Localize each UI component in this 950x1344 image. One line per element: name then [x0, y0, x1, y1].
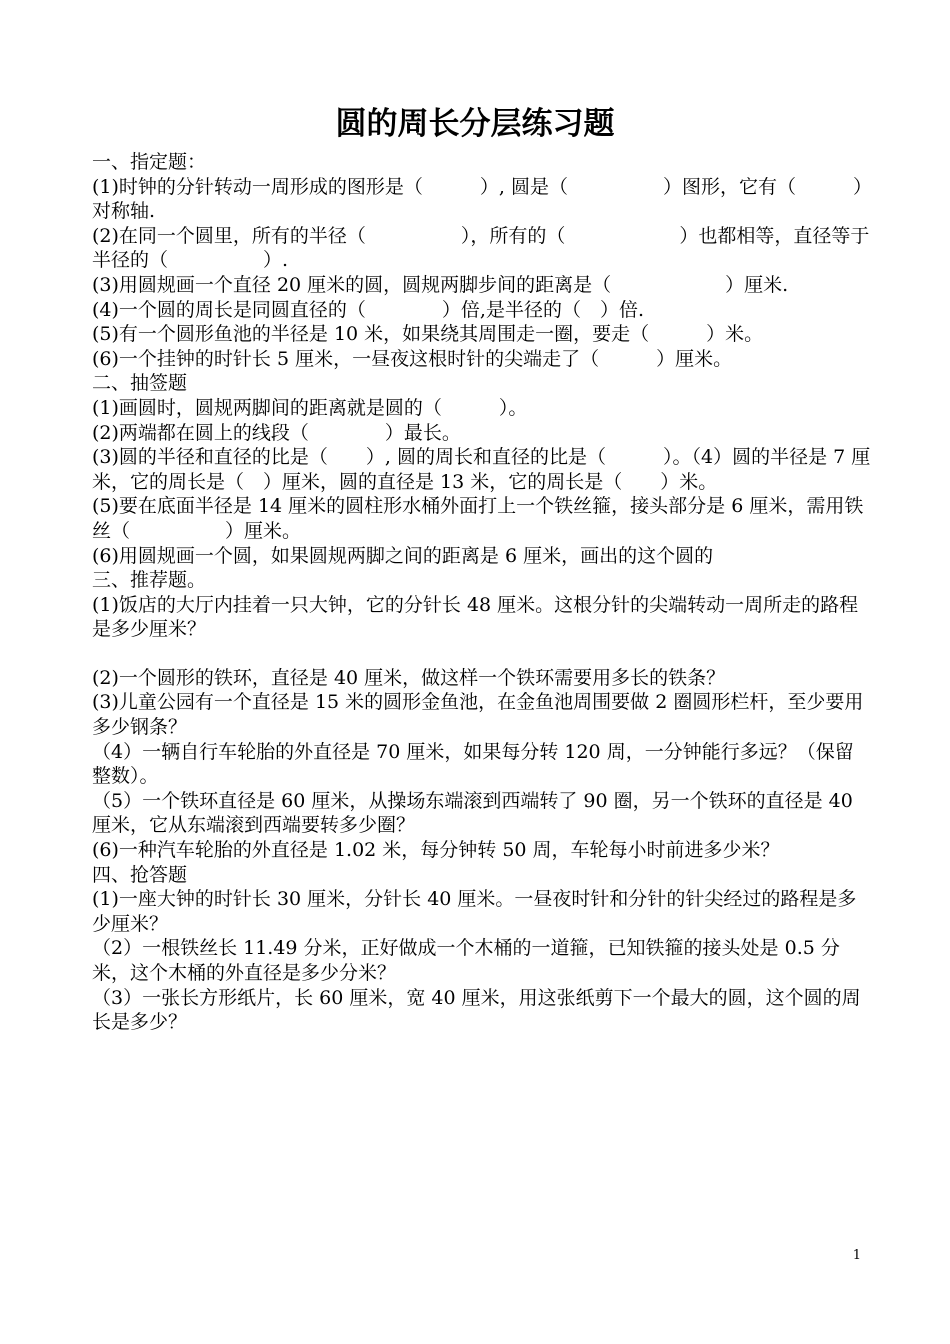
question-2-6: (6)用圆规画一个圆，如果圆规两脚之间的距离是 6 厘米，画出的这个圆的: [92, 544, 714, 567]
answer-space: [92, 642, 872, 666]
question-3-5: （5）一个铁环直径是 60 厘米，从操场东端滚到西端转了 90 圈，另一个铁环的直径是 40 厘米，它从东端滚到西端要转多少圈？: [92, 789, 853, 837]
question-4-2: （2）一根铁丝长 11.49 分米，正好做成一个木桶的一道箍，已知铁箍的接头处是 0.5 分米，这个木桶的外直径是多少分米？: [92, 937, 840, 984]
question-1-2: (2)在同一个圆里，所有的半径（ ），所有的（ ）也都相等，直径等于半径的（ ）.: [92, 224, 870, 272]
question-1-5: (5)有一个圆形鱼池的半径是 10 米，如果绕其周围走一圈，要走（ ）米。: [92, 323, 764, 346]
question-3-1: (1)饭店的大厅内挂着一只大钟，它的分针长 48 厘米。这根分针的尖端转动一周所走的路程是多少厘米？: [92, 593, 859, 641]
question-3-3: (3)儿童公园有一个直径是 15 米的圆形金鱼池，在金鱼池周围要做 2 圈圆形栏杆，至少要用多少钢条？: [92, 691, 864, 739]
question-1-1: (1)时钟的分针转动一周形成的图形是（ ）, 圆是（ ）图形，它有（ ）对称轴.: [92, 175, 872, 223]
question-1-3: (3)用圆规画一个直径 20 厘米的圆，圆规两脚步间的距离是（ ）厘米.: [92, 273, 789, 296]
question-4-1: (1)一座大钟的时针长 30 厘米，分针长 40 厘米。一昼夜时针和分针的针尖经过的路程是多少厘米？: [92, 888, 857, 935]
question-1-6: (6)一个挂钟的时针长 5 厘米，一昼夜这根时针的尖端走了（ ）厘米。: [92, 347, 733, 370]
question-2-1: (1)画圆时，圆规两脚间的距离就是圆的（ ）。: [92, 396, 528, 419]
section-heading-4: 四、抢答题: [92, 863, 188, 886]
document-title: 圆的周长分层练习题: [335, 106, 615, 142]
page-number: 1: [852, 1248, 861, 1263]
question-3-6: (6)一种汽车轮胎的外直径是 1.02 米，每分钟转 50 周，车轮每小时前进多少米？: [92, 839, 780, 862]
question-1-4: (4)一个圆的周长是同圆直径的（ ）倍,是半径的（ ）倍.: [92, 298, 644, 321]
section-heading-1: 一、指定题：: [92, 151, 207, 173]
document-body: [92, 150, 872, 1035]
question-4-3: （3）一张长方形纸片，长 60 厘米，宽 40 厘米，用这张纸剪下一个最大的圆，这个圆的周长是多少？: [92, 986, 861, 1034]
question-3-2: (2)一个圆形的铁环，直径是 40 厘米，做这样一个铁环需要用多长的铁条？: [92, 666, 726, 689]
section-heading-2: 二、抽签题: [92, 372, 188, 395]
question-2-2: (2)两端都在圆上的线段（ ）最长。: [92, 421, 461, 444]
question-2-3: (3)圆的半径和直径的比是（ ）, 圆的周长和直径的比是（ ）。（4）圆的半径是 7 厘米，它的周长是（ ）厘米，圆的直径是 13 米，它的周长是（ ）米。: [92, 446, 871, 493]
question-2-5: (5)要在底面半径是 14 厘米的圆柱形水桶外面打上一个铁丝箍，接头部分是 6 厘米，需用铁丝（ ）厘米。: [92, 495, 864, 542]
question-3-4: （4）一辆自行车轮胎的外直径是 70 厘米，如果每分转 120 周，一分钟能行多远？（保留整数）。: [92, 740, 854, 788]
section-heading-3: 三、推荐题。: [92, 569, 207, 592]
